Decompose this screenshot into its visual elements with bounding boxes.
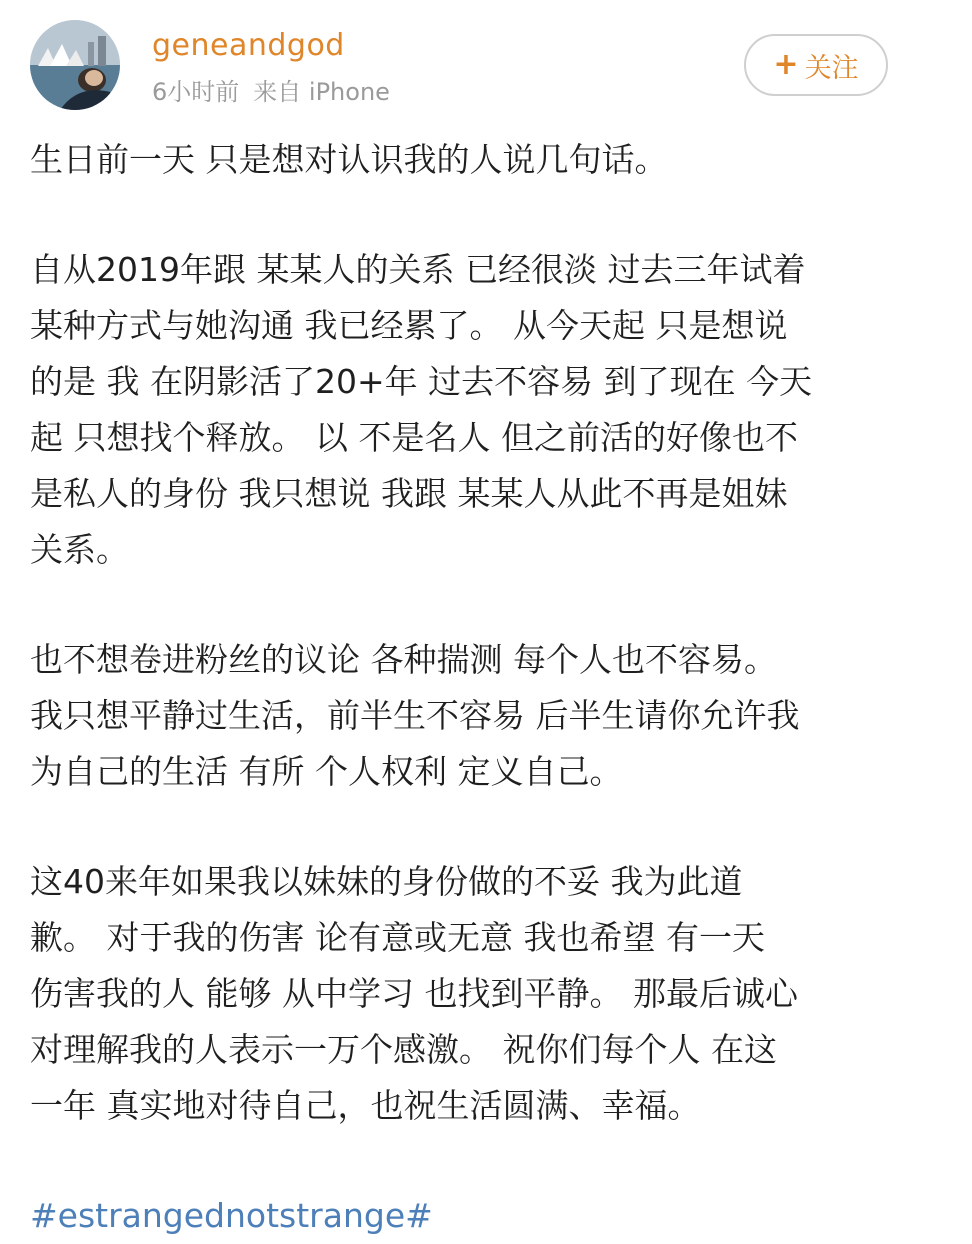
post-line: 歉。 对于我的伤害 论有意或无意 我也希望 有一天: [30, 918, 765, 957]
post-line: 对理解我的人表示一万个感激。 祝你们每个人 在这: [30, 1030, 777, 1069]
post-line: 自从2019年跟 某某人的关系 已经很淡 过去三年试着: [30, 250, 806, 289]
post-line: 伤害我的人 能够 从中学习 也找到平静。 那最后诚心: [30, 974, 798, 1013]
post-line: 一年 真实地对待自己，也祝生活圆满、幸福。: [30, 1086, 701, 1125]
paragraph-gap: [30, 578, 942, 632]
avatar-photo-icon: [30, 20, 120, 110]
paragraph-gap: [30, 800, 942, 854]
post-line: 我只想平静过生活，前半生不容易 后半生请你允许我: [30, 696, 800, 735]
post-source: 来自 iPhone: [253, 78, 390, 106]
avatar[interactable]: [30, 20, 120, 110]
hashtag-link[interactable]: #estrangednotstrange#: [30, 1196, 433, 1235]
paragraph-gap: [30, 1134, 942, 1188]
follow-button-label: 关注: [804, 52, 859, 84]
post-time: 6小时前: [152, 78, 240, 106]
username[interactable]: geneandgod: [152, 28, 345, 63]
post-line: 这40来年如果我以妹妹的身份做的不妥 我为此道: [30, 862, 743, 901]
post-header: [0, 0, 972, 130]
post-line: 是私人的身份 我只想说 我跟 某某人从此不再是姐妹: [30, 474, 788, 513]
post-line: 为自己的生活 有所 个人权利 定义自己。: [30, 752, 623, 791]
post-line: 关系。: [30, 530, 129, 569]
post-line: 生日前一天 只是想对认识我的人说几句话。: [30, 140, 668, 179]
plus-icon: +: [773, 47, 799, 82]
post-line: 也不想卷进粉丝的议论 各种揣测 每个人也不容易。: [30, 640, 777, 679]
post-line: 的是 我 在阴影活了20+年 过去不容易 到了现在 今天: [30, 362, 813, 401]
follow-button[interactable]: [744, 34, 888, 96]
post-line: 某种方式与她沟通 我已经累了。 从今天起 只是想说: [30, 306, 788, 345]
post-line: 起 只想找个释放。 以 不是名人 但之前活的好像也不: [30, 418, 798, 457]
post-body: [30, 132, 942, 1244]
post-meta: [152, 76, 390, 108]
paragraph-gap: [30, 188, 942, 242]
